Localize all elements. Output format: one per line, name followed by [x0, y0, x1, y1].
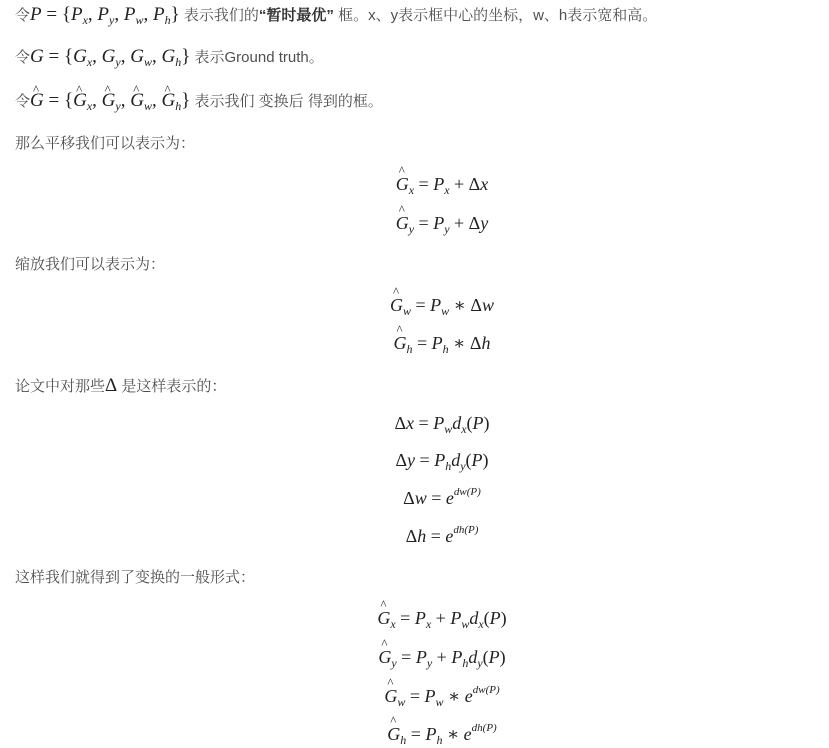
equation-gx: ^ $G_x = P_x + \Delta x$ — [0, 174, 829, 198]
math-ghat-set: ^ G = {^ $G_x$, ^ $G_y$, ^ $G_w$, ^ $G_h$} — [30, 90, 190, 111]
math-delta: Δ — [105, 375, 118, 396]
equation-final-gw: ^ $G_w = P_w$ ∗ $e^{dw(P)}$ — [0, 684, 829, 710]
text-ling: 令 — [15, 93, 31, 110]
text-desc-2: 框。x、y表示框中心的坐标，w、h表示宽和高。 — [333, 7, 658, 24]
equation-final-gy: ^ $G_y = P_y + P_hd_y(P)$ — [0, 647, 829, 671]
text-desc: 表示Ground truth。 — [194, 49, 324, 66]
text-delta-intro — [15, 375, 226, 398]
text-desc: 表示我们的 — [183, 7, 259, 24]
equation-gw: ^ $G_w = P_w$ ∗ Δw — [0, 295, 829, 319]
equation-final-gx: ^ $G_x = P_x + P_wd_x(P)$ — [0, 608, 829, 632]
math-p-set: $P = \{P_x$, $P_y$, $P_w$, $P_h$} — [30, 4, 180, 27]
definition-g — [15, 46, 324, 73]
text-scaling: 缩放我们可以表示为： — [15, 256, 166, 273]
equation-gh: ^ $G_h = P_h$ ∗ Δh — [0, 333, 829, 357]
definition-p — [15, 4, 657, 31]
text-ling: 令 — [15, 7, 31, 24]
text-general-form: 这样我们就得到了变换的一般形式： — [15, 569, 256, 586]
text-pre: 论文中对那些 — [15, 378, 106, 395]
text-post: 是这样表示的： — [117, 378, 227, 395]
equation-dx: $\Delta x = P_wd_x(P)$ — [394, 413, 490, 436]
equation-dw: $\Delta w = e^{dw(P)}$ — [403, 486, 481, 508]
equation-dy: $\Delta y = P_hd_y(P)$ — [395, 450, 489, 473]
text-ling: 令 — [15, 49, 31, 66]
equation-dh: $\Delta h = e^{dh(P)}$ — [405, 524, 479, 546]
math-g-set: $G = \{G_x$, $G_y$, $G_w$, $G_h$} — [30, 46, 191, 69]
text-translation: 那么平移我们可以表示为： — [15, 135, 196, 152]
text-desc: 表示我们 变换后 得到的框。 — [194, 93, 383, 110]
bold-text: “暂时最优” — [258, 7, 334, 24]
equation-final-gh: ^ $G_h = P_h$ ∗ $e^{dh(P)}$ — [0, 722, 829, 748]
equation-gy: ^ $G_y = P_y + \Delta y$ — [0, 213, 829, 237]
definition-ghat — [15, 90, 383, 117]
